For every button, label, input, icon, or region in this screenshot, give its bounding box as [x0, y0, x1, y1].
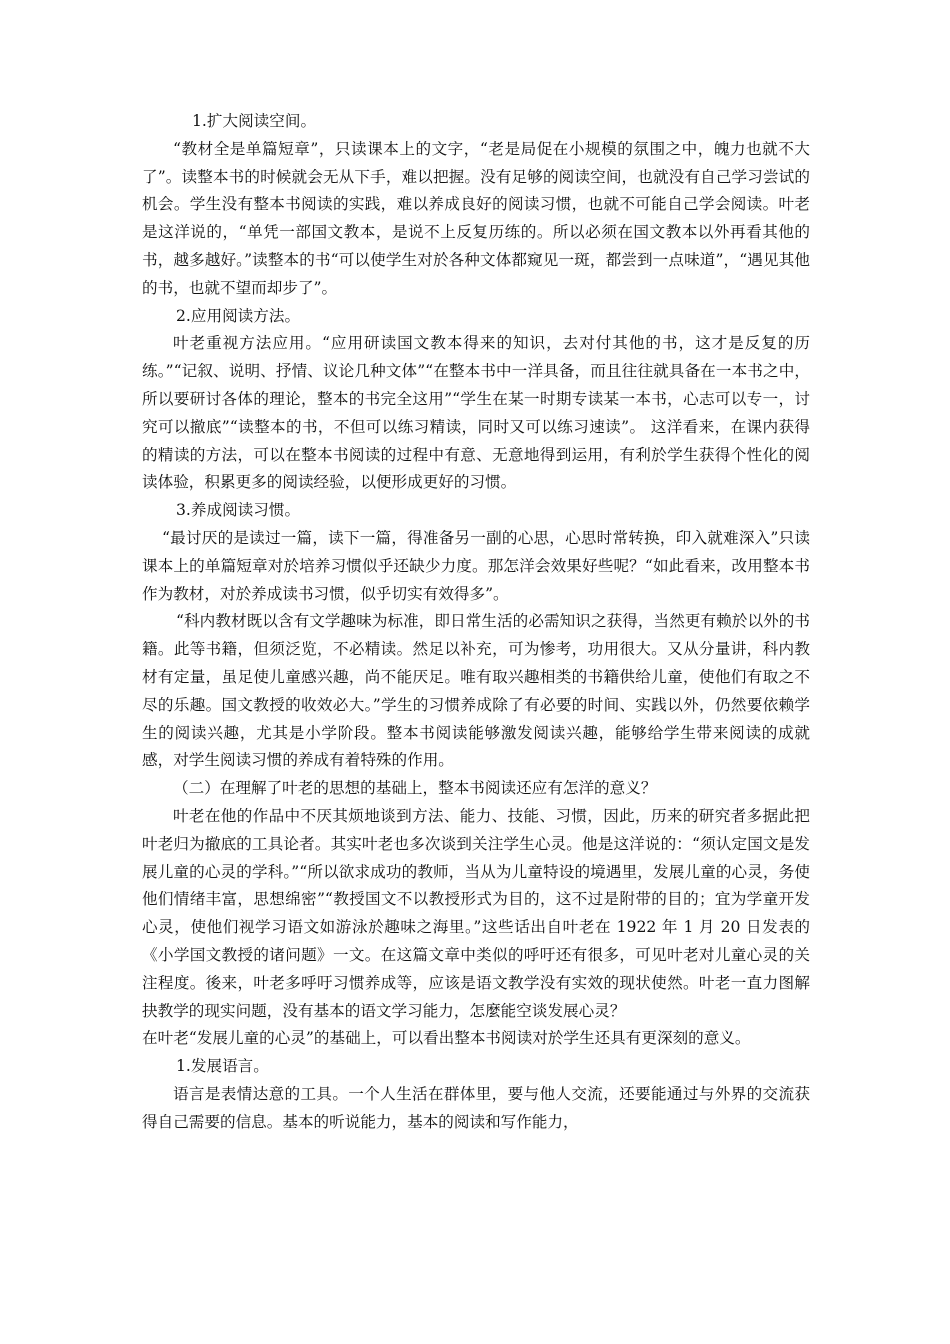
paragraph-method-application: 叶老重视方法应用。“应用研读国文教本得来的知识，去对付其他的书，这才是反复的历练。”“记叙、说明、抒情、议论几种文体”“在整本书中一洋具备，而且往往就具备在一本书之中，所以要研讨各体的理论，整本的书完全这用”“学生在某一时期专读某一本书，心志可以专一，讨究可以撤底”“读整本的书，不但可以练习精读，同时又可以练习速读”。 这洋看来，在课内获得的精读的方法，可以在整本书阅读的过程中有意、无意地得到运用，有利於学生获得个性化的阅读体验，积累更多的阅读经验，以便形成更好的习惯。	[142, 334, 810, 492]
paragraph-children-mind: 叶老在他的作品中不厌其烦地谈到方法、能力、技能、习惯，因此，历来的研究者多据此把叶老归为撤底的工具论者。其实叶老也多次谈到关注学生心灵。他是这洋说的：“须认定国文是发展儿童的心灵的学科。”“所以欲求成功的教师，当从为儿童特设的境遇里，发展儿童的心灵，务使他们情绪丰富，思想绵密”“教授国文不以教授形式为目的，这不过是附带的目的；宜为学童开发心灵，使他们视学习语文如游泳於趣味之海里。”这些话出自叶老在 1922 年 1 月 20 日发表的《小学国文教授的诸问题》一文。在这篇文章中类似的呼吁还有很多，可见叶老对儿童心灵的关注程度。後来，叶老多呼吁习惯养成等，应该是语文教学没有实效的现状使然。叶老一直力图解抉教学的现实问题，没有基本的语文学习能力，怎麼能空谈发展心灵？	[142, 806, 810, 1020]
paragraph-deeper-meaning: 在叶老“发展儿童的心灵”的基础上，可以看出整本书阅读对於学生还具有更深刻的意义。	[142, 1029, 751, 1048]
paragraph-language-tool: 语言是表情达意的工具。一个人生活在群体里，要与他人交流，还要能通过与外界的交流获得自己需要的信息。基本的听说能力，基本的阅读和写作能力，	[142, 1084, 810, 1131]
section-heading-reading-habits: 3.养成阅读习惯。	[176, 501, 301, 520]
section-heading-meaning-question: （二）在理解了叶老的思想的基础上，整本书阅读还应有怎洋的意义？	[173, 779, 657, 798]
paragraph-interest-materials: “科内教材既以含有文学趣味为标准，即日常生活的必需知识之获得，当然更有赖於以外的书籍。此等书籍，但须泛览，不必精读。然足以补充，可为惨考，功用很大。又从分量讲，科内教材有定量，虽足使儿童感兴趣，尚不能厌足。唯有取兴趣相类的书籍供给儿童，使他们有取之不尽的乐趣。国文教授的收效必大。”学生的习惯养成除了有必要的时间、实践以外，仍然要依赖学生的阅读兴趣，尤其是小学阶段。整本书阅读能够激发阅读兴趣，能够给学生带来阅读的成就感，对学生阅读习惯的养成有着特殊的作用。	[142, 612, 810, 770]
section-heading-develop-language: 1.发展语言。	[176, 1057, 269, 1076]
paragraph-textbook-single-articles: “教材全是单篇短章”，只读课本上的文字，“老是局促在小规模的氛围之中，魄力也就不大了”。读整本书的时候就会无从下手，难以把握。没有足够的阅读空间，也就没有自己学习尝试的机会。学生没有整本书阅读的实践，难以养成良好的阅读习惯，也就不可能自己学会阅读。叶老是这洋说的，“单凭一部国文教本，是说不上反复历练的。所以必须在国文教本以外再看其他的书，越多越好。”读整本的书“可以使学生对於各种文体都窥见一斑，都尝到一点味道”，“遇见其他的书，也就不望而却步了”。	[142, 139, 810, 297]
paragraph-habit-quote: “最讨厌的是读过一篇，读下一篇，得准备另一副的心思，心思时常转换，印入就难深入”只读课本上的单篇短章对於培养习惯似乎还缺少力度。那怎洋会效果好些呢？“如此看来，改用整本书作为教材，对於养成读书习惯，似乎切实有效得多”。	[142, 528, 810, 603]
section-heading-apply-reading-methods: 2.应用阅读方法。	[176, 306, 301, 325]
document-page	[142, 108, 810, 1136]
section-heading-expand-reading-space: 1.扩大阅读空间。	[192, 112, 317, 130]
